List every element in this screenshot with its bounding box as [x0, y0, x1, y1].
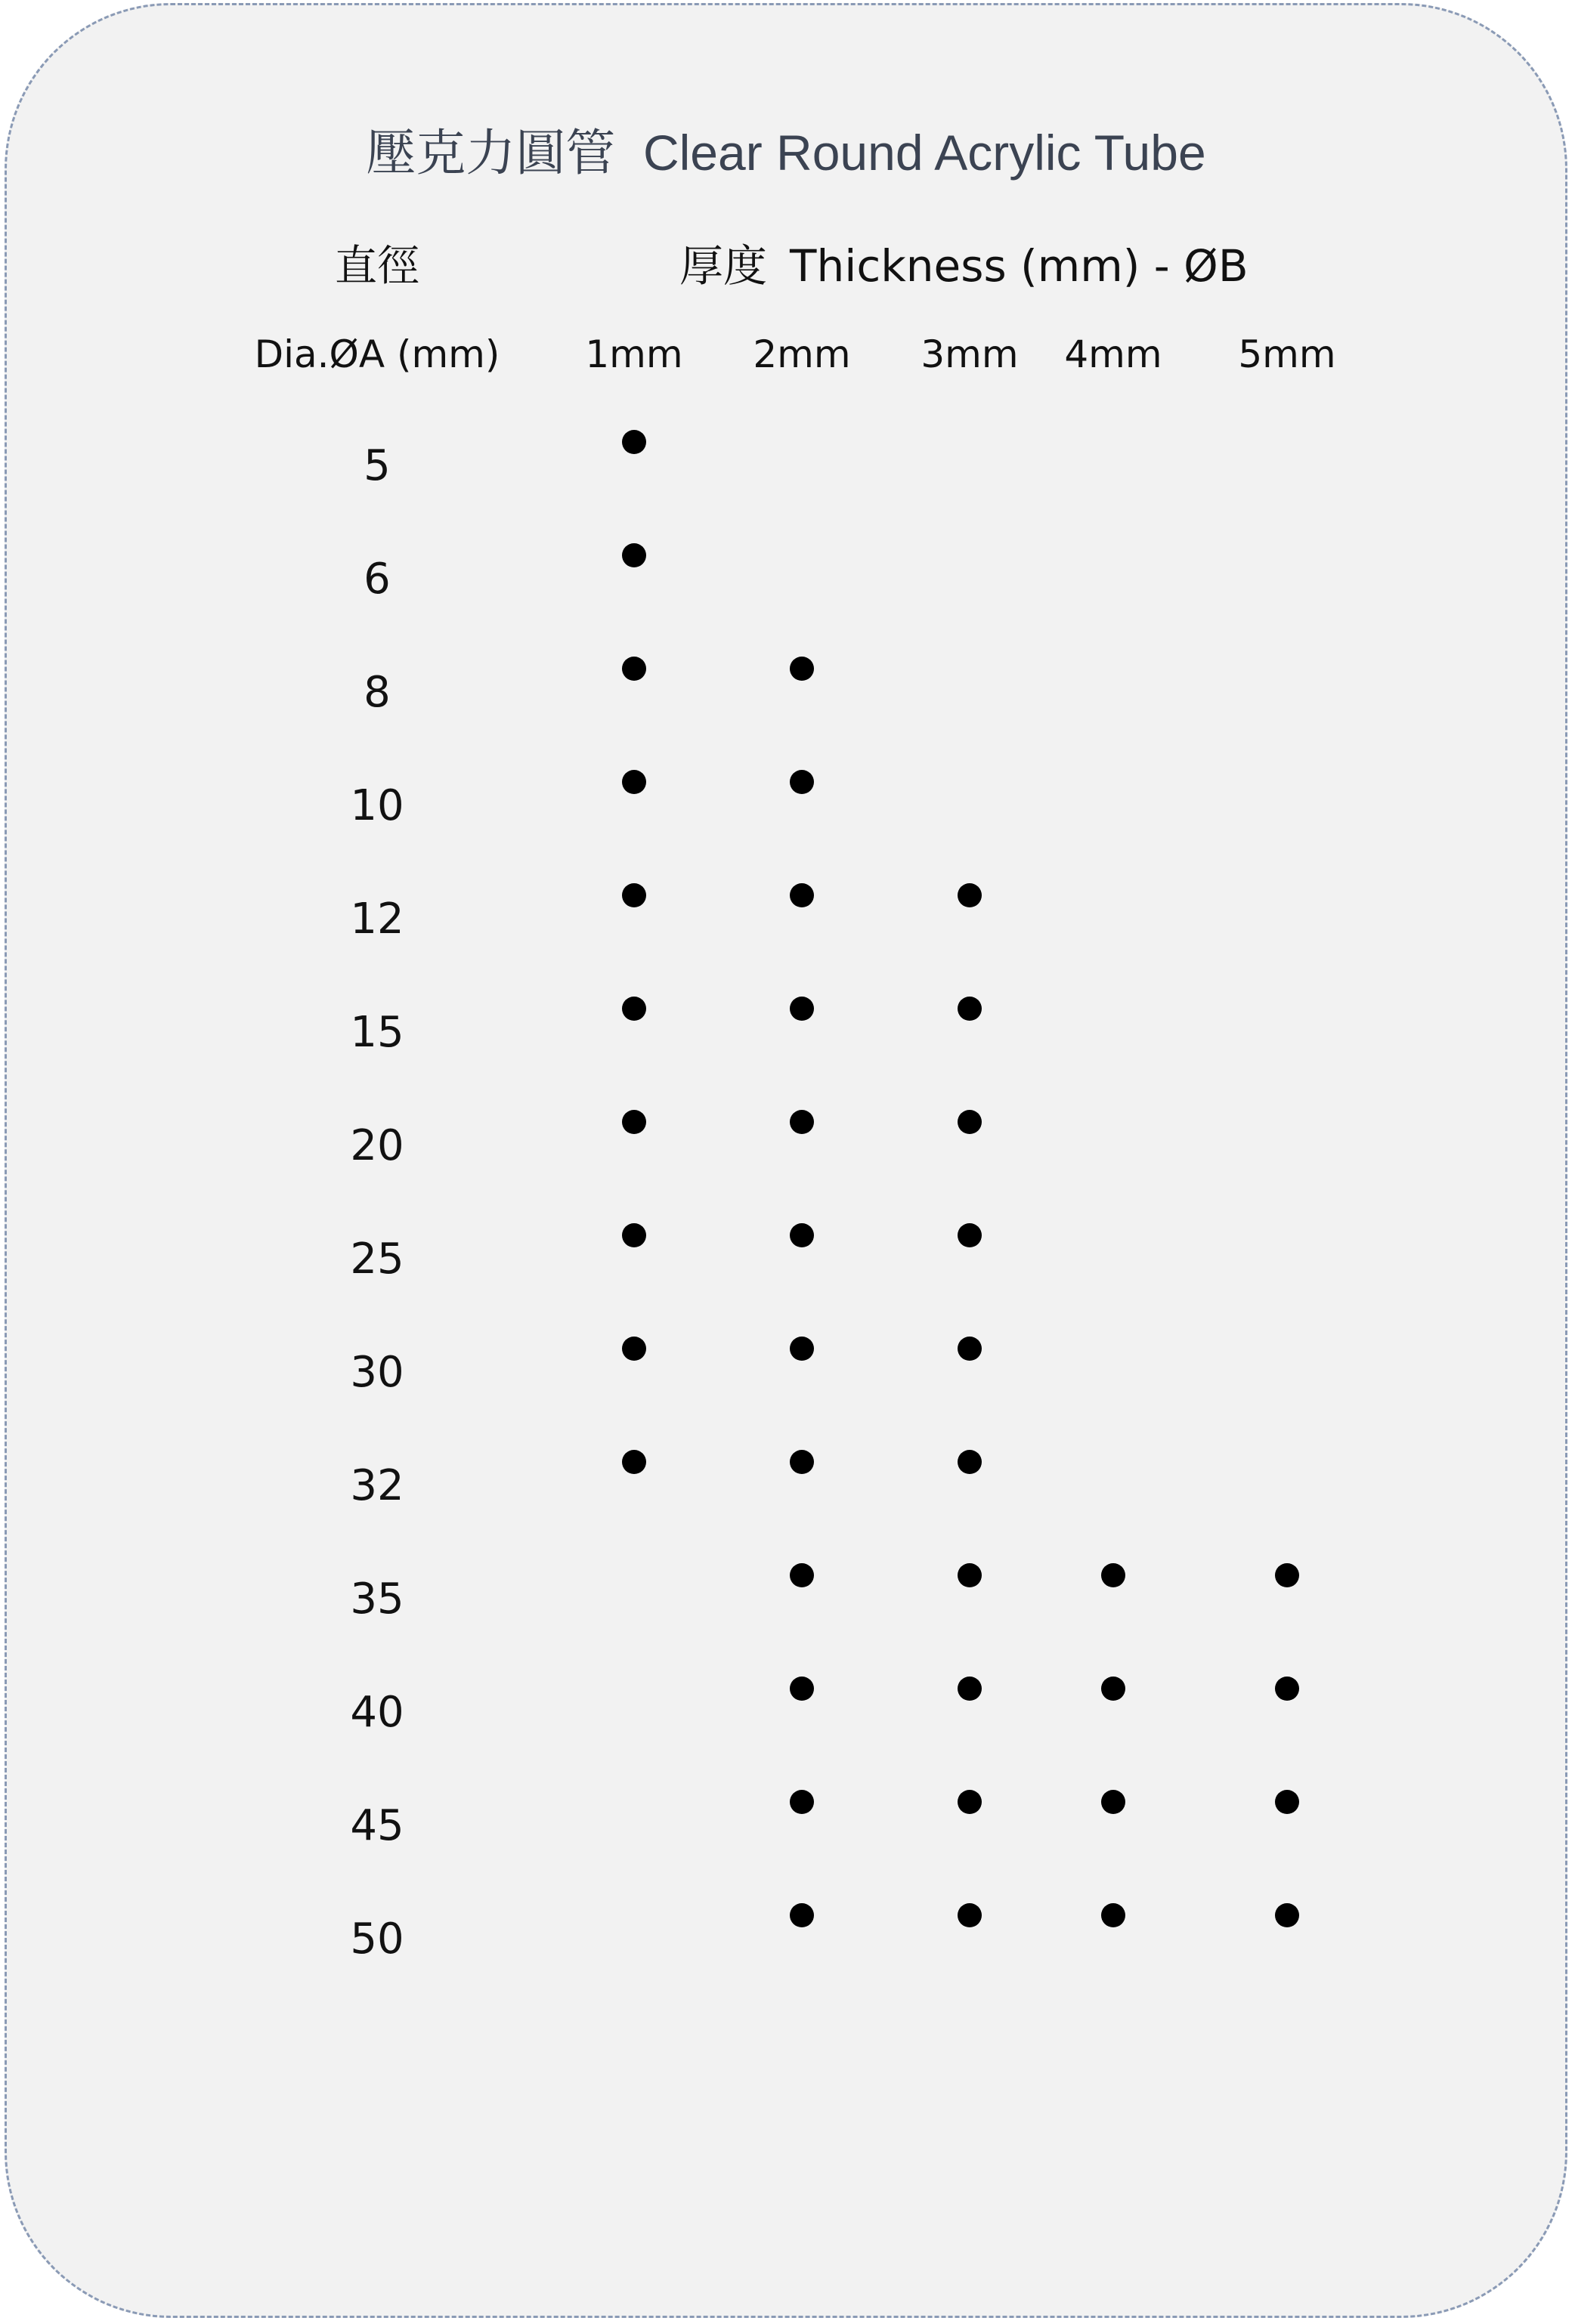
- availability-dot: [1101, 1677, 1125, 1701]
- availability-dot: [958, 1223, 982, 1247]
- availability-dot: [622, 657, 646, 681]
- thickness-header: [679, 240, 1249, 292]
- availability-dot: [790, 883, 814, 907]
- availability-dot: [790, 1563, 814, 1587]
- diameter-label: 10: [350, 781, 404, 830]
- availability-dot: [958, 1903, 982, 1927]
- diameter-label: 32: [350, 1461, 404, 1510]
- availability-dot: [790, 997, 814, 1021]
- availability-dot: [622, 770, 646, 794]
- thickness-header-cjk: 厚度: [679, 240, 768, 292]
- availability-dot: [790, 1110, 814, 1134]
- availability-dot: [958, 1450, 982, 1474]
- availability-dot: [958, 1677, 982, 1701]
- availability-dot: [790, 1903, 814, 1927]
- diameter-label: 15: [350, 1008, 404, 1057]
- availability-dot: [958, 1563, 982, 1587]
- availability-dot: [790, 1790, 814, 1814]
- thickness-column-label: 1mm: [585, 332, 683, 376]
- diameter-label: 50: [350, 1915, 404, 1964]
- diameter-label: 20: [350, 1121, 404, 1170]
- availability-dot: [958, 1337, 982, 1361]
- diameter-label: 35: [350, 1575, 404, 1624]
- thickness-column-label: 3mm: [921, 332, 1019, 376]
- availability-dot: [622, 430, 646, 454]
- availability-dot: [622, 1450, 646, 1474]
- diameter-label: 30: [350, 1348, 404, 1397]
- availability-dot: [622, 543, 646, 567]
- availability-dot: [790, 1337, 814, 1361]
- availability-dot: [790, 1677, 814, 1701]
- availability-dot: [622, 1110, 646, 1134]
- availability-dot: [958, 1110, 982, 1134]
- thickness-column-label: 4mm: [1064, 332, 1162, 376]
- thickness-header-en: Thickness (mm) - ØB: [790, 240, 1249, 292]
- availability-dot: [622, 1337, 646, 1361]
- thickness-column-label: 2mm: [753, 332, 851, 376]
- diameter-label: 6: [364, 555, 391, 604]
- diameter-label: 40: [350, 1688, 404, 1737]
- diameter-label: 5: [364, 441, 391, 490]
- diameter-label: 25: [350, 1235, 404, 1284]
- availability-dot: [790, 1450, 814, 1474]
- diameter-label: 45: [350, 1801, 404, 1850]
- spec-card: [5, 3, 1567, 2318]
- page-title: 壓克力圓管 Clear Round Acrylic Tube: [366, 125, 1206, 181]
- diameter-header-cjk: 直徑: [335, 242, 419, 291]
- availability-dot: [958, 1790, 982, 1814]
- diameter-label: 8: [364, 668, 391, 717]
- thickness-column-label: 5mm: [1238, 332, 1336, 376]
- availability-dot: [790, 770, 814, 794]
- diameter-header-en: Dia.ØA (mm): [254, 332, 500, 376]
- availability-dot: [790, 1223, 814, 1247]
- availability-dot: [1275, 1903, 1299, 1927]
- availability-dot: [958, 997, 982, 1021]
- availability-dot: [1275, 1790, 1299, 1814]
- availability-dot: [1101, 1790, 1125, 1814]
- availability-dot: [790, 657, 814, 681]
- availability-dot: [1101, 1903, 1125, 1927]
- availability-dot: [958, 883, 982, 907]
- availability-dot: [622, 883, 646, 907]
- availability-dot: [1275, 1563, 1299, 1587]
- availability-dot: [1101, 1563, 1125, 1587]
- diameter-label: 12: [350, 895, 404, 944]
- availability-dot: [1275, 1677, 1299, 1701]
- availability-dot: [622, 1223, 646, 1247]
- availability-dot: [622, 997, 646, 1021]
